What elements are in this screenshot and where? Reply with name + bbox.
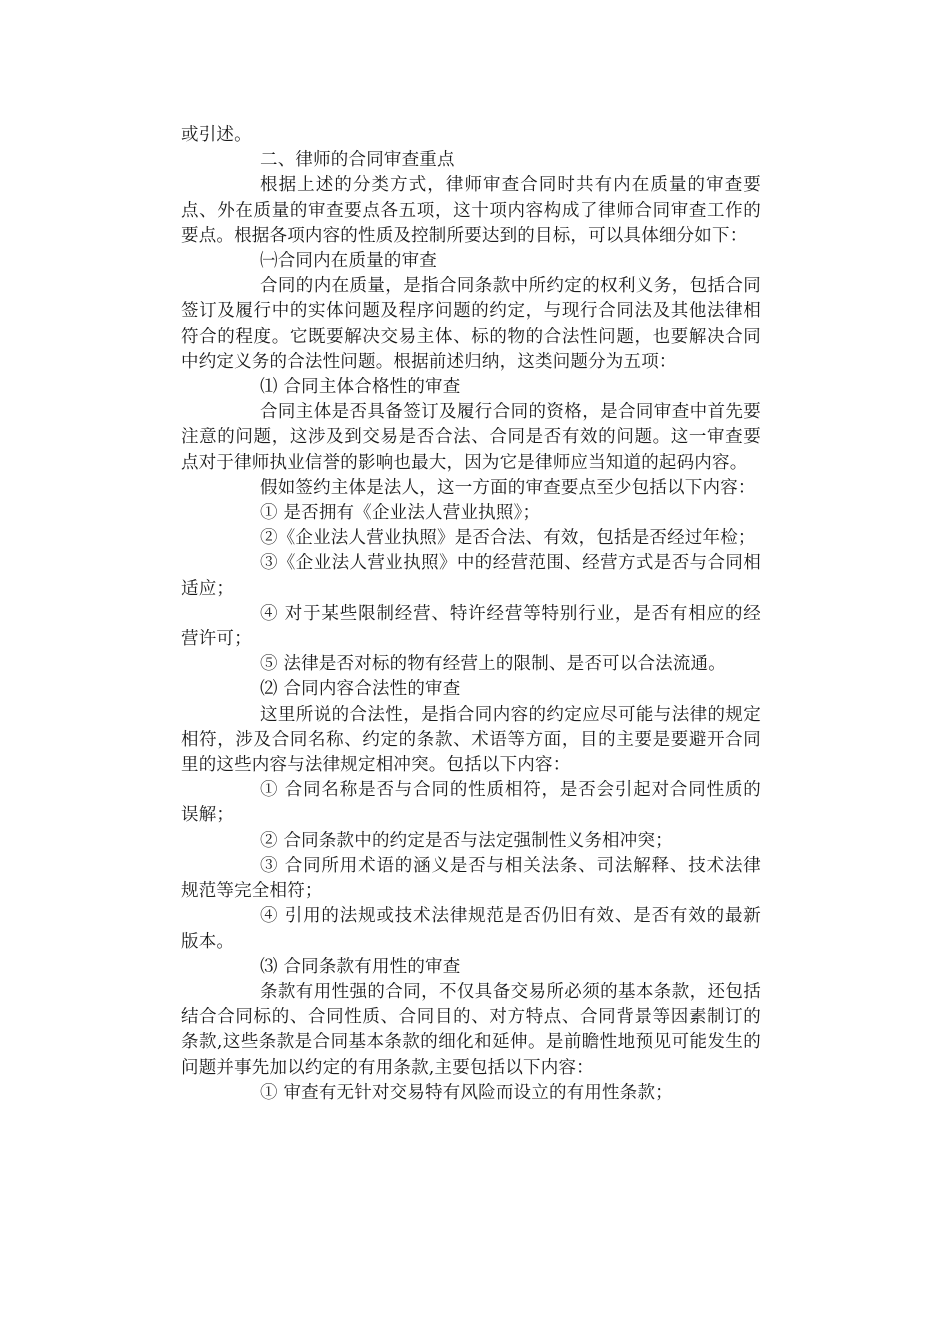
list-item: ④ 引用的法规或技术法律规范是否仍旧有效、是否有效的最新版本。 (181, 906, 761, 952)
document-body (181, 123, 761, 1106)
paragraph: 假如签约主体是法人，这一方面的审查要点至少包括以下内容： (260, 477, 756, 498)
list-item: ③ 合同所用术语的涵义是否与相关法条、司法解释、技术法律规范等完全相符； (181, 855, 761, 902)
section-heading: 二、律师的合同审查重点 (260, 150, 455, 171)
list-item: ③《企业法人营业执照》中的经营范围、经营方式是否与合同相适应； (181, 553, 761, 599)
item-heading: ⑵ 合同内容合法性的审查 (260, 679, 461, 700)
item-heading: ⑴ 合同主体合格性的审查 (260, 377, 461, 398)
list-item: ②《企业法人营业执照》是否合法、有效，包括是否经过年检； (260, 528, 756, 549)
list-item: ⑤ 法律是否对标的物有经营上的限制、是否可以合法流通。 (260, 654, 726, 675)
subsection-heading: ㈠合同内在质量的审查 (260, 251, 437, 272)
paragraph-continuation: 或引述。 (181, 125, 252, 145)
paragraph: 这里所说的合法性，是指合同内容的约定应尽可能与法律的规定相符，涉及合同名称、约定的条款、术语等方面，目的主要是要避开合同里的这些内容与法律规定相冲突。包括以下内容： (181, 704, 761, 776)
item-heading: ⑶ 合同条款有用性的审查 (260, 956, 461, 977)
list-item: ① 审查有无针对交易特有风险而设立的有用性条款； (260, 1082, 673, 1103)
paragraph: 合同的内在质量，是指合同条款中所约定的权利义务，包括合同签订及履行中的实体问题及程序问题的约定，与现行合同法及其他法律相符合的程度。它既要解决交易主体、标的物的合法性问题，也要解决合同中约定义务的合法性问题。根据前述归纳，这类问题分为五项： (181, 276, 761, 372)
paragraph: 合同主体是否具备签订及履行合同的资格，是合同审查中首先要注意的问题，这涉及到交易是否合法、合同是否有效的问题。这一审查要点对于律师执业信誉的影响也最大，因为它是律师应当知道的起码内容。 (181, 402, 761, 473)
paragraph: 条款有用性强的合同，不仅具备交易所必须的基本条款，还包括结合合同标的、合同性质、合同目的、对方特点、合同背景等因素制订的条款,这些条款是合同基本条款的细化和延伸。是前瞻性地预见可能发生的问题并事先加以约定的有用条款,主要包括以下内容： (181, 981, 761, 1078)
list-item: ① 是否拥有《企业法人营业执照》； (260, 503, 541, 524)
list-item: ① 合同名称是否与合同的性质相符，是否会引起对合同性质的误解； (181, 780, 761, 826)
list-item: ④ 对于某些限制经营、特许经营等特别行业，是否有相应的经营许可； (181, 603, 761, 650)
list-item: ② 合同条款中的约定是否与法定强制性义务相冲突； (260, 830, 673, 851)
paragraph: 根据上述的分类方式，律师审查合同时共有内在质量的审查要点、外在质量的审查要点各五项，这十项内容构成了律师合同审查工作的要点。根据各项内容的性质及控制所要达到的目标，可以具体细分如下： (181, 175, 761, 246)
